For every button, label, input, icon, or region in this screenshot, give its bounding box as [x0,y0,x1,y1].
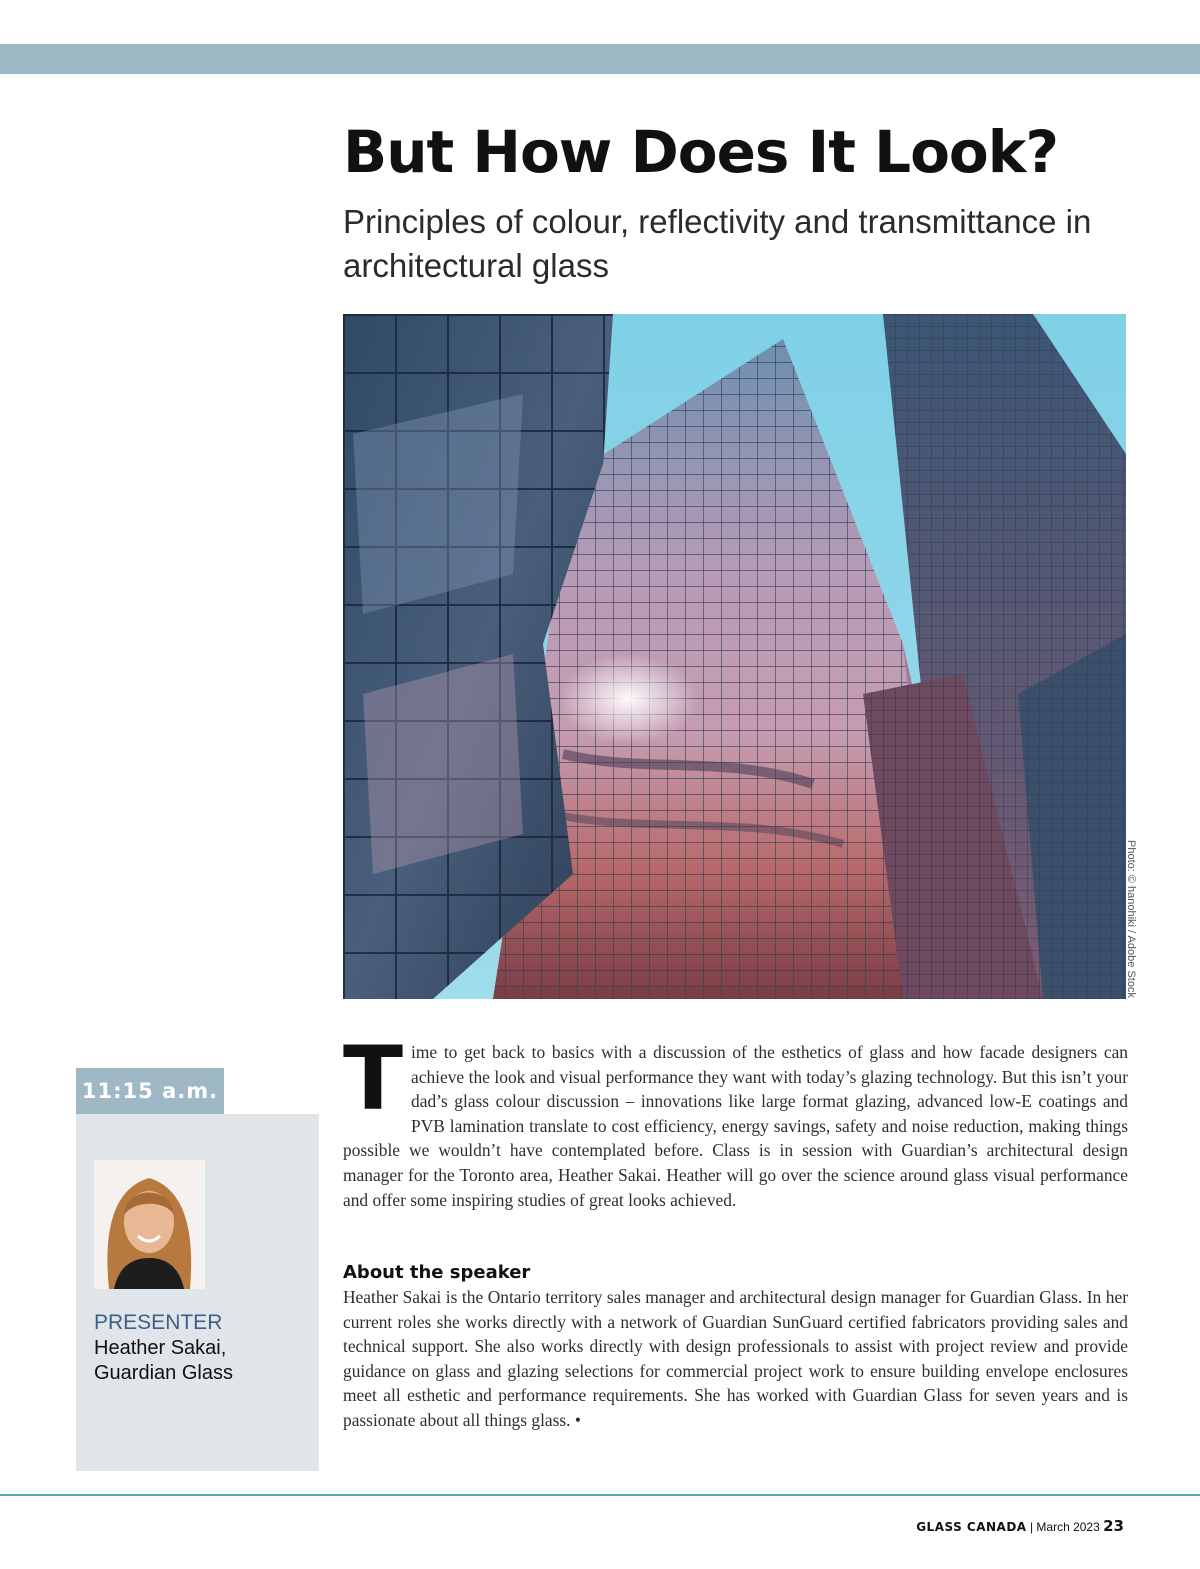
session-time: 11:15 a.m. [76,1068,224,1114]
magazine-name: GLASS CANADA [916,1520,1027,1534]
footer-separator: | [1029,1520,1034,1534]
presenter-name [94,1336,294,1386]
issue-date: March 2023 [1036,1520,1100,1534]
header-band [0,44,1200,74]
hero-photo [343,314,1126,999]
presenter-company: Guardian Glass [94,1362,233,1384]
page-footer [916,1517,1124,1535]
page-number: 23 [1103,1517,1124,1535]
presenter-label: PRESENTER [94,1311,223,1334]
about-speaker-heading: About the speaker [343,1262,531,1283]
about-speaker-text: Heather Sakai is the Ontario territory sales manager and architectural design manager for Guardian Glass. In her current roles she works directly with a network of Guardian SunGuard certified fabricators providing sales and technical support. She also works directly with design professionals to assist with project review and provide guidance on glass and glazing selections for commercial project work to ensure building envelope enclosures meet all esthetic and performance requirements. She has worked with Guardian Glass for seven years and is passionate about all things glass. • [343,1287,1128,1430]
presenter-photo [94,1160,205,1289]
footer-rule [0,1494,1200,1496]
photo-credit: Photo: © hanohiki / Adobe Stock [1125,840,1137,998]
article-subtitle: Principles of colour, reflectivity and transmittance in architectural glass [343,203,1092,284]
article-intro [343,1027,1128,1212]
drop-cap: T [343,1027,404,1130]
intro-text: ime to get back to basics with a discussion of the esthetics of glass and how facade designers can achieve the look and visual performance they want with today’s glazing technology. But this isn’t your dad’s glass colour discussion – innovations like large format glazing, advanced low-E coatings and PVB lamination translate to cost efficiency, energy savings, safety and noise reduction, making things possible we wouldn’t have contemplated before. Class is in session with Guardian’s architectural design manager for the Toronto area, Heather Sakai. Heather will go over the science around glass visual performance and offer some inspiring studies of great looks achieved. [343,1042,1128,1210]
article-title: But How Does It Look? [343,118,1058,186]
presenter-full-name: Heather Sakai, [94,1337,227,1359]
